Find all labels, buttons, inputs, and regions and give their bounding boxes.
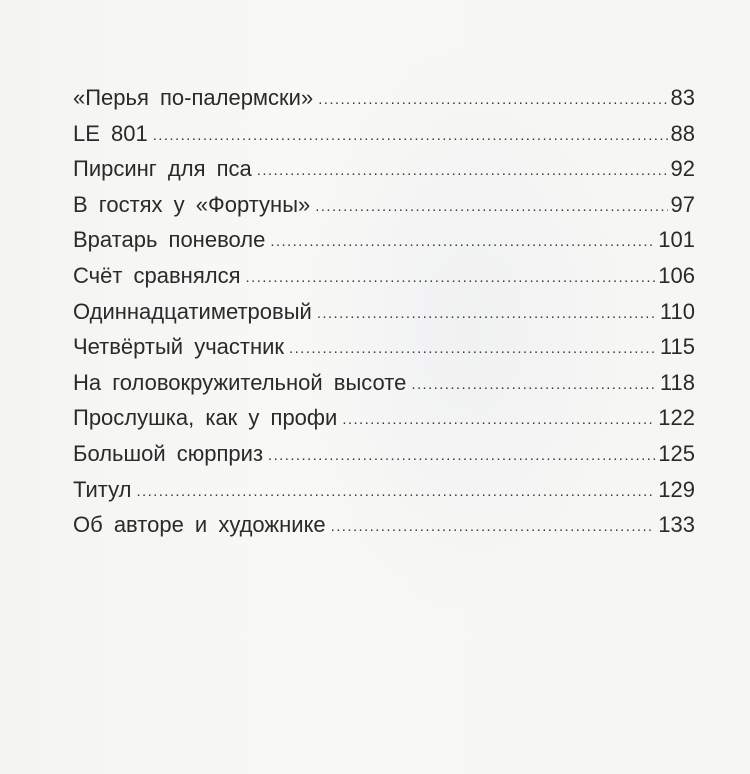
dot-leader xyxy=(246,260,656,296)
toc-entry xyxy=(73,187,695,223)
table-of-contents xyxy=(73,80,695,543)
dot-leader xyxy=(315,189,667,225)
toc-entry xyxy=(73,116,695,152)
toc-entry-title: Одиннадцатиметровый xyxy=(73,298,312,324)
toc-entry-title: На головокружительной высоте xyxy=(73,369,407,395)
toc-entry-page: 125 xyxy=(658,440,695,466)
dot-leader xyxy=(317,296,657,332)
dot-leader xyxy=(318,82,667,118)
toc-entry-page: 133 xyxy=(658,512,695,538)
toc-entry xyxy=(73,294,695,330)
toc-entry-title: Титул xyxy=(73,476,132,502)
toc-entry-page: 88 xyxy=(670,120,695,146)
toc-entry xyxy=(73,151,695,187)
dot-leader xyxy=(153,118,668,154)
toc-entry-title: В гостях у «Фортуны» xyxy=(73,191,311,217)
toc-entry-title: Пирсинг для пса xyxy=(73,156,252,182)
toc-entry xyxy=(73,400,695,436)
toc-entry-title: Четвёртый участник xyxy=(73,334,285,360)
toc-entry xyxy=(73,80,695,116)
dot-leader xyxy=(342,402,655,438)
toc-entry-title: Большой сюрприз xyxy=(73,440,264,466)
toc-entry-title: Счёт сравнялся xyxy=(73,262,241,288)
dot-leader xyxy=(331,509,656,545)
toc-entry-page: 129 xyxy=(658,476,695,502)
toc-entry-page: 118 xyxy=(659,369,695,395)
toc-entry-page: 110 xyxy=(659,298,695,324)
toc-entry-page: 122 xyxy=(658,405,695,431)
toc-entry-page: 83 xyxy=(670,85,695,110)
toc-entry-title: Вратарь поневоле xyxy=(73,227,266,253)
toc-entry xyxy=(73,329,695,365)
toc-entry-title: «Перья по-палермски» xyxy=(73,85,314,110)
dot-leader xyxy=(136,474,655,510)
toc-entry-page: 101 xyxy=(658,227,695,253)
toc-entry xyxy=(73,365,695,401)
toc-entry-page: 115 xyxy=(659,334,695,360)
dot-leader xyxy=(268,438,655,474)
toc-entry xyxy=(73,507,695,543)
toc-entry-page: 92 xyxy=(670,156,695,182)
toc-entry-title: Об авторе и художнике xyxy=(73,512,326,538)
toc-entry-page: 97 xyxy=(670,191,695,217)
toc-entry xyxy=(73,258,695,294)
toc-entry xyxy=(73,436,695,472)
toc-entry-title: LE 801 xyxy=(73,120,148,146)
dot-leader xyxy=(270,224,655,260)
toc-entry xyxy=(73,222,695,258)
toc-entry-title: Прослушка, как у профи xyxy=(73,405,338,431)
dot-leader xyxy=(411,367,657,403)
toc-entry-page: 106 xyxy=(658,262,695,288)
dot-leader xyxy=(257,153,668,189)
toc-entry xyxy=(73,472,695,508)
dot-leader xyxy=(289,331,657,367)
